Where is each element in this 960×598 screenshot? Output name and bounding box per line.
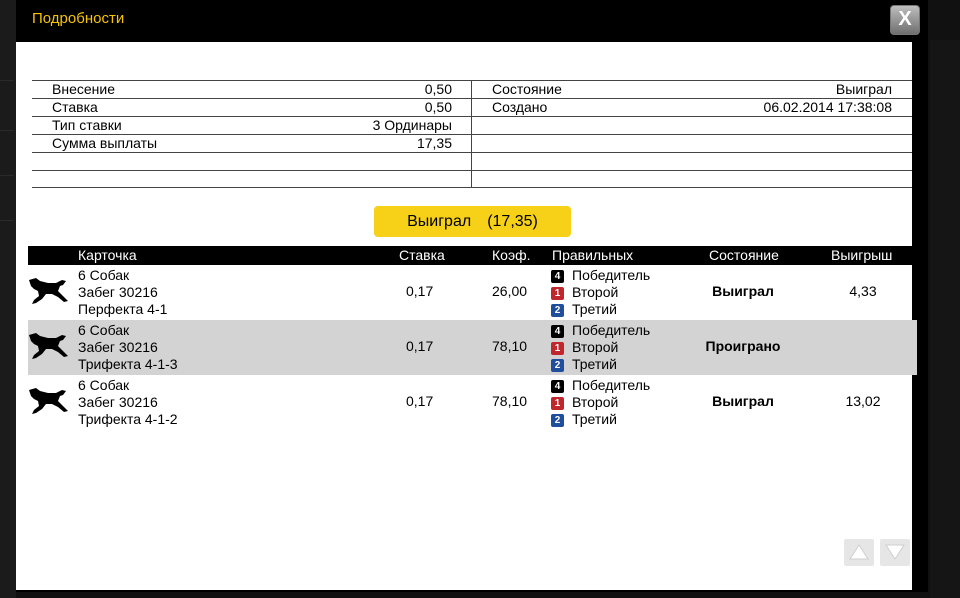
backdrop-strip-right [930, 40, 960, 598]
card-info [78, 322, 178, 373]
cell-state: Проиграно [705, 338, 781, 354]
column-header-odds: Коэф. [492, 247, 531, 263]
arrow-up-icon [849, 543, 869, 561]
place-second [551, 339, 650, 356]
column-header-win: Выигрыш [831, 247, 893, 263]
scroll-up-button[interactable] [844, 539, 874, 566]
info-value: Выиграл [835, 81, 892, 97]
info-label: Состояние [492, 81, 562, 97]
info-value: 0,50 [424, 81, 452, 97]
info-label: Сумма выплаты [52, 135, 158, 151]
info-value: 17,35 [416, 135, 452, 151]
card-race: Забег 30216 [78, 394, 158, 410]
info-label: Внесение [52, 81, 115, 97]
grid-line [32, 187, 912, 188]
card-track: 6 Собак [78, 322, 130, 338]
cell-stake: 0,17 [406, 283, 434, 299]
greyhound-icon [28, 277, 68, 305]
trap-badge: 1 [551, 397, 564, 410]
card-info [78, 267, 167, 318]
info-row-deposit [52, 80, 452, 98]
trap-badge: 1 [551, 287, 564, 300]
place-label: Третий [572, 356, 617, 372]
info-value: 06.02.2014 17:38:08 [763, 99, 892, 115]
cell-odds: 26,00 [492, 283, 528, 299]
dialog-body [16, 42, 928, 592]
card-track: 6 Собак [78, 267, 130, 283]
column-header-correct: Правильных [552, 247, 634, 263]
card-track: 6 Собак [78, 377, 130, 393]
card-info [78, 377, 178, 428]
table-row[interactable] [28, 320, 917, 375]
info-row-created [492, 98, 892, 116]
trap-badge: 2 [551, 304, 564, 317]
trap-badge: 1 [551, 342, 564, 355]
correct-places [551, 377, 650, 428]
scroll-down-button[interactable] [880, 539, 910, 566]
place-winner [551, 267, 650, 284]
grid-divider [471, 80, 472, 188]
table-row[interactable] [28, 375, 917, 430]
result-status: Выиграл [407, 213, 472, 230]
greyhound-icon [28, 332, 68, 360]
arrow-down-icon [885, 543, 905, 561]
card-race: Забег 30216 [78, 339, 158, 355]
info-row-stake [52, 98, 452, 116]
cell-state: Выиграл [712, 393, 774, 409]
place-label: Победитель [572, 322, 651, 338]
result-summary-badge [374, 206, 571, 237]
cell-odds: 78,10 [492, 393, 528, 409]
column-header-card: Карточка [78, 247, 137, 263]
column-header-stake: Ставка [399, 247, 445, 263]
place-third [551, 356, 650, 373]
place-third [551, 411, 650, 428]
card-bet: Перфекта 4-1 [78, 301, 168, 317]
cell-win: 13,02 [845, 393, 881, 409]
trap-badge: 4 [551, 270, 564, 283]
place-second [551, 284, 650, 301]
cell-stake: 0,17 [406, 338, 434, 354]
cell-odds: 78,10 [492, 338, 528, 354]
backdrop-line [0, 80, 14, 81]
greyhound-icon [28, 387, 68, 415]
table-header [28, 246, 917, 265]
place-winner [551, 322, 650, 339]
card-bet: Трифекта 4-1-2 [78, 411, 178, 427]
place-winner [551, 377, 650, 394]
trap-badge: 4 [551, 325, 564, 338]
info-row-status [492, 80, 892, 98]
info-label: Тип ставки [52, 117, 122, 133]
correct-places [551, 267, 650, 318]
dialog-title: Подробности [32, 10, 125, 27]
place-label: Третий [572, 301, 617, 317]
backdrop-strip-left [0, 0, 16, 598]
backdrop-line [0, 130, 14, 131]
correct-places [551, 322, 650, 373]
cell-stake: 0,17 [406, 393, 434, 409]
place-label: Победитель [572, 377, 651, 393]
info-label: Создано [492, 99, 548, 115]
backdrop-line [0, 220, 14, 221]
grid-line [32, 170, 912, 171]
dialog-header [16, 0, 928, 42]
info-value: 3 Ординары [372, 117, 452, 133]
place-third [551, 301, 650, 318]
info-row-payout [52, 134, 452, 152]
card-race: Забег 30216 [78, 284, 158, 300]
column-header-state: Состояние [709, 247, 779, 263]
info-label: Ставка [52, 99, 98, 115]
card-bet: Трифекта 4-1-3 [78, 356, 178, 372]
info-row-bet-type [52, 116, 452, 134]
result-amount: (17,35) [487, 213, 538, 230]
close-button[interactable]: X [890, 5, 920, 35]
grid-line [32, 152, 912, 153]
table-row[interactable] [28, 265, 917, 320]
trap-badge: 2 [551, 414, 564, 427]
place-label: Второй [572, 284, 619, 300]
bet-info-grid [32, 80, 912, 188]
place-second [551, 394, 650, 411]
cell-state: Выиграл [712, 283, 774, 299]
place-label: Второй [572, 339, 619, 355]
place-label: Третий [572, 411, 617, 427]
trap-badge: 4 [551, 380, 564, 393]
backdrop-line [0, 175, 14, 176]
trap-badge: 2 [551, 359, 564, 372]
cell-win: 4,33 [849, 283, 877, 299]
place-label: Победитель [572, 267, 651, 283]
info-value: 0,50 [424, 99, 452, 115]
place-label: Второй [572, 394, 619, 410]
details-panel [16, 42, 912, 590]
